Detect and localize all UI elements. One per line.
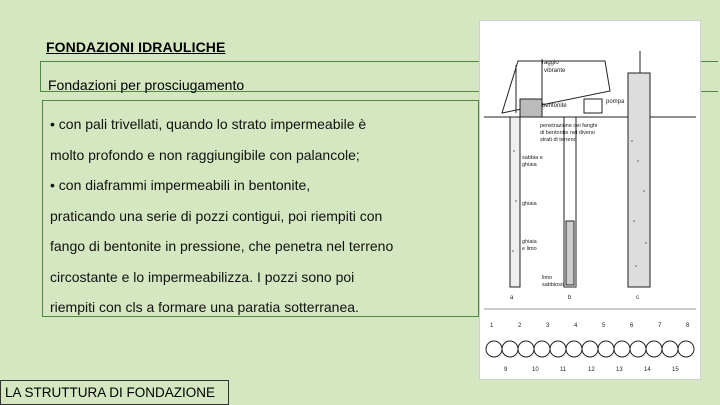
pump-box: [584, 99, 602, 113]
plan-number: 14: [644, 367, 651, 373]
bullet-line-2: molto profondo e non raggiungibile con palancole;: [50, 146, 360, 163]
label-bentonite: bentonite: [542, 103, 567, 109]
plan-numbers-top: [490, 323, 690, 329]
plan-number: 9: [504, 367, 508, 373]
footer-text: LA STRUTTURA DI FONDAZIONE: [5, 385, 216, 400]
label-penetrazione-1: penetrazione dei fanghi: [540, 123, 598, 129]
plan-number: 8: [686, 323, 690, 329]
bullet-emphasis: diaframmi impermeabili in bentonite: [85, 177, 307, 193]
label-penetrazione-3: strati di terreno: [540, 137, 577, 143]
plan-number: 15: [672, 367, 679, 373]
label-a: a: [510, 295, 514, 301]
plan-circles: [486, 341, 694, 357]
bullet-rest: , quando lo strato impermeabile è: [158, 116, 367, 132]
plan-number: 5: [602, 323, 606, 329]
hole-c: [628, 73, 650, 287]
label-penetrazione-2: di bentonite nei diversi: [540, 130, 595, 136]
label-sabbia-2: ghiaia: [522, 162, 537, 168]
bullet-line-4: praticando una serie di pozzi contigui, poi riempiti con: [50, 207, 383, 224]
bullet-line-1: [50, 109, 470, 140]
label-b: b: [568, 295, 572, 301]
bullet-emphasis: pali trivellati: [85, 116, 159, 132]
plan-number: 12: [588, 367, 595, 373]
bullet-line-6: circostante e lo impermeabilizza. I pozzi sono poi: [50, 268, 355, 285]
label-sabbia-1: sabbia e: [522, 155, 543, 161]
plan-number: 7: [658, 323, 662, 329]
slide-title: FONDAZIONI IDRAULICHE: [46, 39, 226, 55]
plan-number: 1: [490, 323, 494, 329]
bullet-line-3: [50, 170, 470, 201]
plan-numbers-bottom: [504, 367, 679, 373]
plan-number: 10: [532, 367, 539, 373]
slide-subtitle: Fondazioni per prosciugamento: [48, 77, 245, 93]
label-c: c: [636, 295, 639, 301]
bullet-prefix: • con: [50, 177, 86, 193]
bullet-line-7: riempiti con cls a formare una paratia sotterranea.: [50, 299, 359, 315]
hole-a: [510, 117, 520, 287]
plan-number: 11: [560, 367, 567, 373]
plan-number: 3: [546, 323, 550, 329]
plan-number: 13: [616, 367, 623, 373]
label-pompa: pompa: [606, 99, 625, 105]
bullet-prefix: • con: [50, 116, 86, 132]
bentonite-tank: [520, 99, 542, 117]
label-ghiaia-limo-2: e limo: [522, 246, 537, 252]
footer-box: [0, 380, 229, 405]
diaphragm-drawing: [480, 21, 700, 379]
label-limo-2: sabbioso: [542, 282, 565, 288]
label-limo-1: limo: [542, 275, 553, 281]
label-ghiaia: ghiaia: [522, 201, 537, 207]
plan-number: 6: [630, 323, 634, 329]
label-ghiaia-limo-1: ghiaia: [522, 239, 537, 245]
plan-number: 4: [574, 323, 578, 329]
bullet-line-5: fango di bentonite in pressione, che penetra nel terreno: [50, 238, 394, 254]
plan-number: 2: [518, 323, 522, 329]
diaphragm-figure: [479, 20, 701, 380]
bullet-rest: ,: [306, 177, 311, 193]
label-raggio: raggio: [542, 60, 559, 66]
body-text: [50, 109, 470, 323]
label-vibrante: vibrante: [544, 68, 566, 74]
hole-b-fill: [566, 221, 574, 285]
